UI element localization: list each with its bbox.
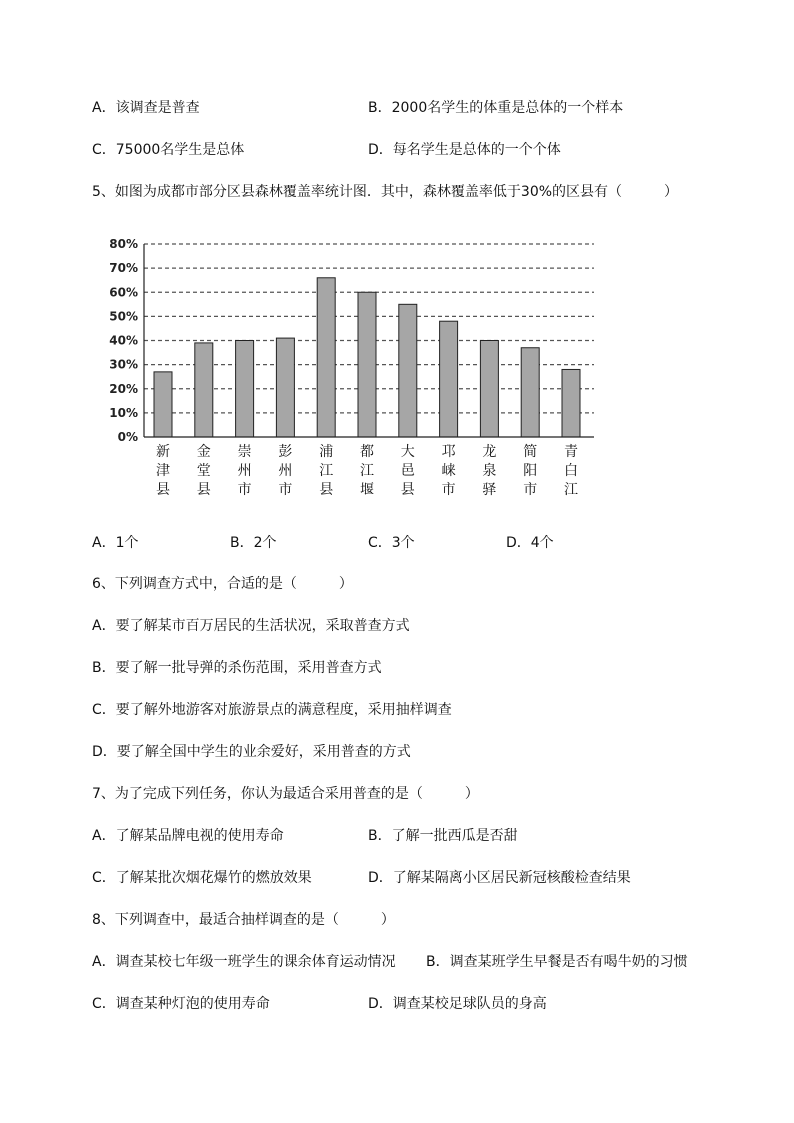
q8-option-b: B．调查某班学生早餐是否有喝牛奶的习惯 [426, 954, 688, 970]
x-tick-label: 新津县 [156, 444, 170, 498]
y-tick-label: 20% [109, 381, 138, 396]
chart-x-tick-labels [156, 443, 578, 498]
q4-option-c: C．75000名学生是总体 [92, 142, 245, 158]
q4-option-d: D．每名学生是总体的一个个体 [368, 142, 561, 158]
y-tick-label: 60% [109, 285, 138, 300]
q7-option-a: A．了解某品牌电视的使用寿命 [92, 828, 284, 844]
x-tick-label: 金堂县 [196, 444, 211, 498]
q6-option-c: C．要了解外地游客对旅游景点的满意程度，采用抽样调查 [92, 702, 452, 718]
x-tick-label: 龙泉驿 [482, 444, 497, 498]
q4-option-a: A．该调查是普查 [92, 100, 200, 116]
bar [276, 338, 294, 437]
x-tick-label: 青白江 [564, 444, 578, 498]
q5-stem: 5、如图为成都市部分区县森林覆盖率统计图．其中，森林覆盖率低于30%的区县有（ ） [92, 184, 679, 200]
q6-option-d: D．要了解全国中学生的业余爱好，采用普查的方式 [92, 744, 411, 760]
x-tick-label: 崇州市 [237, 444, 252, 498]
bar [195, 343, 213, 437]
y-tick-label: 30% [109, 357, 138, 372]
forest-coverage-bar-chart [100, 236, 620, 506]
chart-y-tick-labels [109, 237, 138, 444]
q7-option-d: D．了解某隔离小区居民新冠核酸检查结果 [368, 870, 631, 886]
x-tick-label: 都江堰 [360, 444, 374, 498]
y-tick-label: 10% [109, 405, 138, 420]
bar [440, 321, 458, 437]
q8-option-c: C．调查某种灯泡的使用寿命 [92, 996, 270, 1012]
x-tick-label: 大邑县 [400, 444, 415, 498]
y-tick-label: 80% [109, 237, 138, 251]
q7-option-c: C．了解某批次烟花爆竹的燃放效果 [92, 870, 312, 886]
q8-option-a: A．调查某校七年级一班学生的课余体育运动情况 [92, 954, 396, 970]
bar [399, 304, 417, 437]
x-tick-label: 简阳市 [523, 444, 538, 498]
q7-stem: 7、为了完成下列任务，你认为最适合采用普查的是（ ） [92, 786, 479, 802]
y-tick-label: 40% [109, 333, 138, 348]
bar [358, 292, 376, 437]
q8-stem: 8、下列调查中，最适合抽样调查的是（ ） [92, 912, 395, 928]
y-tick-label: 0% [117, 430, 138, 444]
q4-option-b: B．2000名学生的体重是总体的一个样本 [368, 100, 624, 116]
bar [480, 341, 498, 438]
q6-option-b: B．要了解一批导弹的杀伤范围，采用普查方式 [92, 660, 382, 676]
y-tick-label: 70% [109, 261, 138, 276]
bar [317, 278, 335, 437]
x-tick-label: 彭州市 [278, 444, 293, 498]
q5-option-b: B．2个 [230, 535, 277, 551]
bar [521, 348, 539, 437]
x-tick-label: 浦江县 [319, 444, 334, 498]
q6-option-a: A．要了解某市百万居民的生活状况，采取普查方式 [92, 618, 410, 634]
q5-option-a: A．1个 [92, 535, 139, 551]
bar [562, 369, 580, 437]
q6-stem: 6、下列调查方式中，合适的是（ ） [92, 576, 353, 592]
q5-option-c: C．3个 [368, 535, 415, 551]
q8-option-d: D．调查某校足球队员的身高 [368, 996, 547, 1012]
x-tick-label: 邛崃市 [441, 444, 456, 498]
y-tick-label: 50% [109, 309, 138, 324]
bar [154, 372, 172, 437]
q7-option-b: B．了解一批西瓜是否甜 [368, 828, 518, 844]
bar [236, 341, 254, 438]
q5-option-d: D．4个 [506, 535, 554, 551]
